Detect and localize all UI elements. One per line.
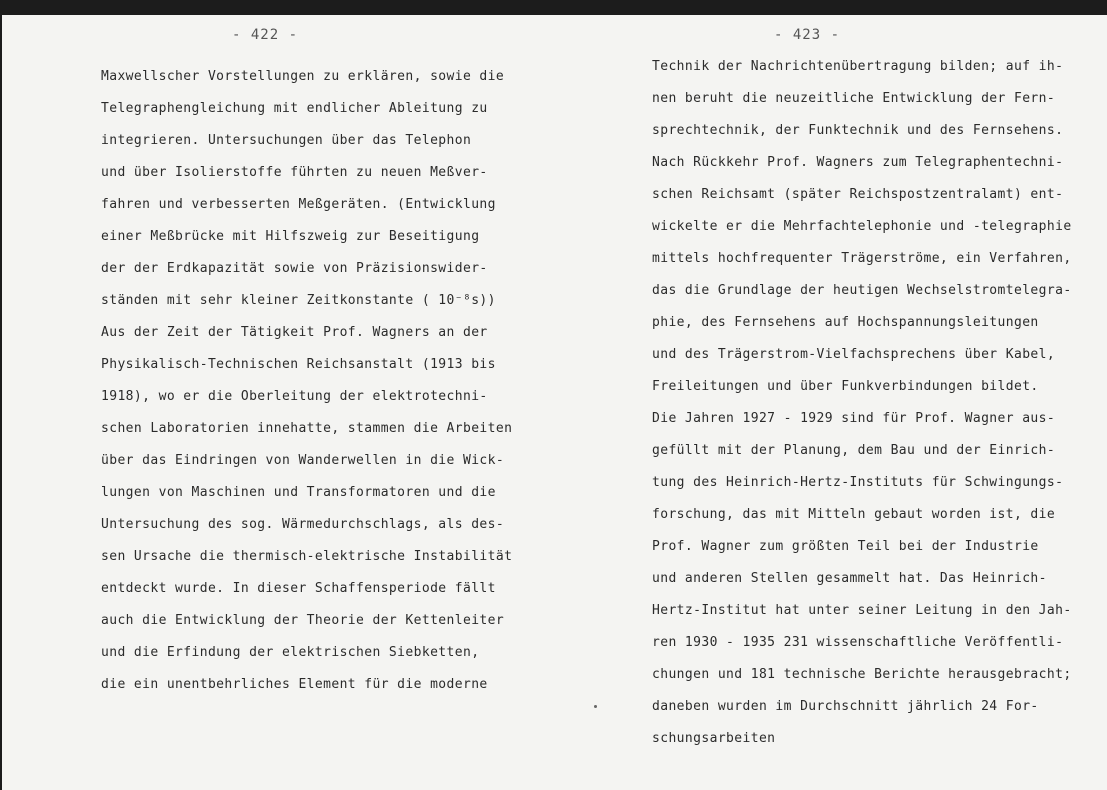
text-line: Prof. Wagner zum größten Teil bei der Industrie (652, 539, 1039, 554)
stray-mark (594, 705, 597, 708)
text-line: forschung, das mit Mitteln gebaut worden ist, die (652, 507, 1056, 522)
text-line: Technik der Nachrichtenübertragung bilden; auf ih- (652, 59, 1064, 74)
text-line: und des Trägerstrom-Vielfachsprechens über Kabel, (652, 347, 1056, 362)
left-page-number: - 422 - (232, 27, 299, 43)
text-line: die ein unentbehrliches Element für die moderne (101, 677, 488, 692)
text-line: tung des Heinrich-Hertz-Instituts für Schwingungs- (652, 475, 1064, 490)
text-line: Telegraphengleichung mit endlicher Ableitung zu (101, 101, 488, 116)
text-line: das die Grundlage der heutigen Wechselstromtelegra- (652, 283, 1072, 298)
text-line: wickelte er die Mehrfachtelephonie und -telegraphie (652, 219, 1072, 234)
text-line: der der Erdkapazität sowie von Präzisionswider- (101, 261, 488, 276)
text-line: ständen mit sehr kleiner Zeitkonstante ( 10⁻⁸s)) (101, 293, 496, 308)
text-line: Nach Rückkehr Prof. Wagners zum Telegraphentechni- (652, 155, 1064, 170)
text-line: über das Eindringen von Wanderwellen in die Wick- (101, 453, 505, 468)
text-line: Physikalisch-Technischen Reichsanstalt (1913 bis (101, 357, 496, 372)
text-line: phie, des Fernsehens auf Hochspannungsleitungen (652, 315, 1039, 330)
text-line: und anderen Stellen gesammelt hat. Das Heinrich- (652, 571, 1047, 586)
text-line: und über Isolierstoffe führten zu neuen Meßver- (101, 165, 488, 180)
right-page-number: - 423 - (774, 27, 841, 43)
text-line: sprechtechnik, der Funktechnik und des Fernsehens. (652, 123, 1064, 138)
text-line: Hertz-Institut hat unter seiner Leitung in den Jah- (652, 603, 1072, 618)
text-line: fahren und verbesserten Meßgeräten. (Entwicklung (101, 197, 496, 212)
text-line: Die Jahren 1927 - 1929 sind für Prof. Wagner aus- (652, 411, 1056, 426)
text-line: nen beruht die neuzeitliche Entwicklung der Fern- (652, 91, 1056, 106)
text-line: gefüllt mit der Planung, dem Bau und der Einrich- (652, 443, 1056, 458)
text-line: lungen von Maschinen und Transformatoren und die (101, 485, 496, 500)
text-line: mittels hochfrequenter Trägerströme, ein Verfahren, (652, 251, 1072, 266)
text-line: chungen und 181 technische Berichte herausgebracht; (652, 667, 1072, 682)
text-line: 1918), wo er die Oberleitung der elektrotechni- (101, 389, 488, 404)
text-line: schen Laboratorien innehatte, stammen die Arbeiten (101, 421, 513, 436)
document-sheet (2, 15, 1107, 790)
text-line: einer Meßbrücke mit Hilfszweig zur Beseitigung (101, 229, 480, 244)
text-line: ren 1930 - 1935 231 wissenschaftliche Veröffentli- (652, 635, 1064, 650)
text-line: Untersuchung des sog. Wärmedurchschlags, als des- (101, 517, 505, 532)
text-line: auch die Entwicklung der Theorie der Kettenleiter (101, 613, 505, 628)
text-line: und die Erfindung der elektrischen Siebketten, (101, 645, 480, 660)
text-line: schungsarbeiten (652, 731, 776, 746)
text-line: entdeckt wurde. In dieser Schaffensperiode fällt (101, 581, 496, 596)
text-line: integrieren. Untersuchungen über das Telephon (101, 133, 472, 148)
text-line: daneben wurden im Durchschnitt jährlich 24 For- (652, 699, 1039, 714)
text-line: schen Reichsamt (später Reichspostzentralamt) ent- (652, 187, 1064, 202)
text-line: sen Ursache die thermisch-elektrische Instabilität (101, 549, 513, 564)
text-line: Maxwellscher Vorstellungen zu erklären, sowie die (101, 69, 505, 84)
text-line: Freileitungen und über Funkverbindungen bildet. (652, 379, 1039, 394)
text-line: Aus der Zeit der Tätigkeit Prof. Wagners an der (101, 325, 488, 340)
